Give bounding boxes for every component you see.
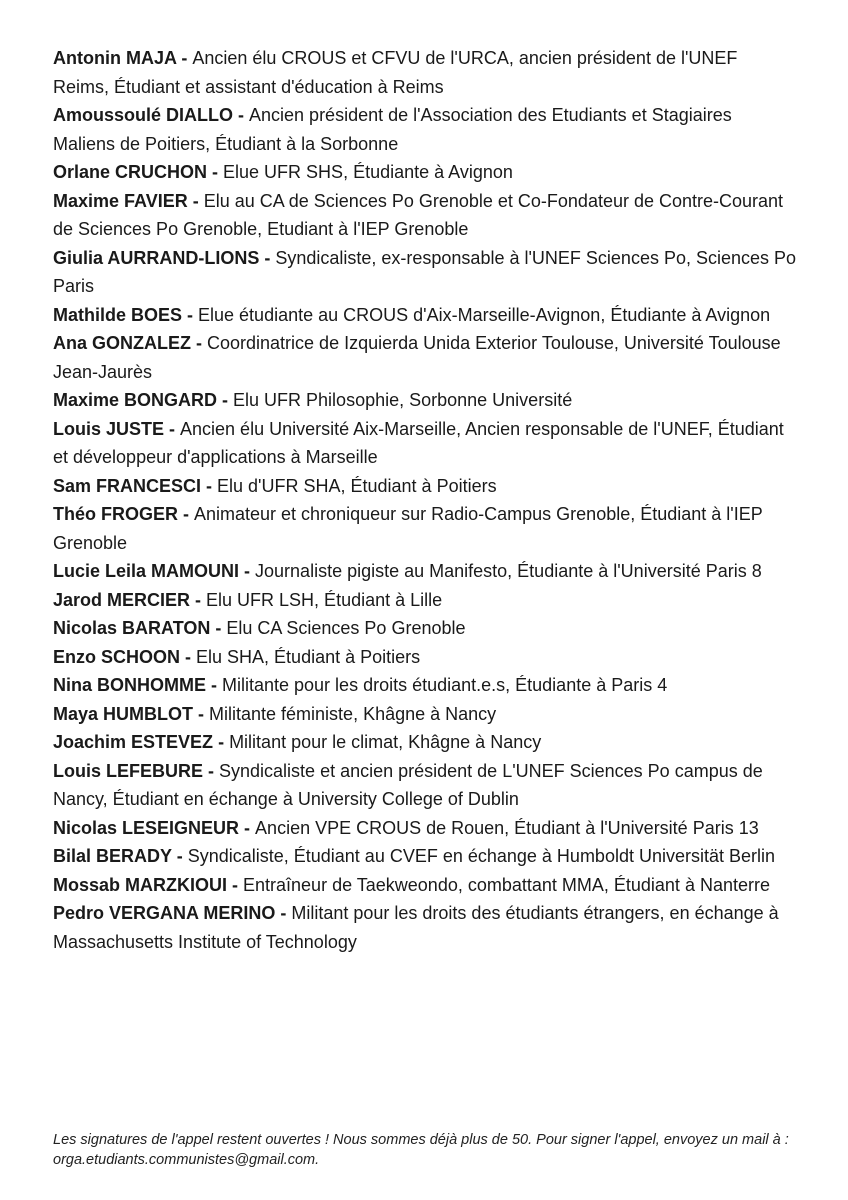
signatory-name: Mathilde BOES: [53, 304, 183, 325]
signatory-name: Giulia AURRAND-LIONS: [53, 247, 260, 268]
name-separator: -: [210, 618, 227, 638]
signatory-entry: [53, 700, 798, 729]
name-separator: -: [239, 561, 256, 581]
signatory-name: Maxime BONGARD: [53, 390, 218, 410]
signatory-description: Militant pour le climat, Khâgne à Nancy: [229, 732, 542, 752]
signatory-description: Journaliste pigiste au Manifesto, Étudiante à l'Université Paris 8: [255, 561, 762, 581]
name-separator: -: [206, 675, 222, 695]
signatory-name: Louis LEFEBURE: [53, 760, 204, 781]
signatory-entry: [53, 871, 798, 900]
signatory-entry: [53, 757, 798, 814]
signatory-entry: [53, 386, 798, 415]
signatory-entry: [53, 244, 798, 301]
signatory-name: Nicolas LESEIGNEUR: [53, 817, 240, 838]
signatory-entry: [53, 472, 798, 501]
signatory-description: Coordinatrice de Izquierda Unida Exterior Toulouse, Université Toulouse Jean-Jaurès: [53, 333, 781, 382]
signatory-name: Enzo SCHOON: [53, 646, 181, 667]
signatory-name: Maxime FAVIER: [53, 190, 188, 211]
signatory-entry: [53, 842, 798, 871]
signatory-description: Elu UFR LSH, Étudiant à Lille: [206, 589, 443, 610]
signatory-entry: [53, 899, 798, 956]
signatory-entry: [53, 158, 798, 187]
signatory-entry: [53, 415, 798, 472]
signatory-entry: [53, 814, 798, 843]
signatory-name: Pedro VERGANA MERINO: [53, 903, 276, 923]
name-separator: -: [207, 162, 224, 182]
name-separator: -: [239, 817, 256, 838]
signatory-description: Elue étudiante au CROUS d'Aix-Marseille-Avignon, Étudiante à Avignon: [198, 304, 771, 325]
name-separator: -: [203, 760, 220, 781]
signatory-description: Militante pour les droits étudiant.e.s, Étudiante à Paris 4: [222, 675, 668, 695]
signatory-name: Joachim ESTEVEZ: [53, 732, 214, 752]
name-separator: -: [193, 703, 210, 724]
signatories-page: [53, 44, 798, 956]
signatory-entry: [53, 500, 798, 557]
signatory-name: Maya HUMBLOT: [53, 703, 194, 724]
signatory-entry: [53, 671, 798, 700]
name-separator: -: [171, 846, 188, 866]
signatory-description: Ancien élu Université Aix-Marseille, Ancien responsable de l'UNEF, Étudiant et développeur d'applications à Marseille: [53, 418, 784, 467]
signatory-description: Elu SHA, Étudiant à Poitiers: [196, 646, 421, 667]
signatory-list: [53, 44, 798, 956]
signatory-description: Ancien VPE CROUS de Rouen, Étudiant à l'Université Paris 13: [255, 817, 759, 838]
signatory-description: Ancien président de l'Association des Etudiants et Stagiaires Maliens de Poitiers, Étudiant à la Sorbonne: [53, 105, 732, 154]
signatory-description: Syndicaliste, Étudiant au CVEF en échange à Humboldt Universität Berlin: [187, 846, 776, 866]
signatory-description: Syndicaliste, ex-responsable à l'UNEF Sciences Po, Sciences Po Paris: [53, 247, 797, 296]
signatory-name: Orlane CRUCHON: [53, 162, 208, 182]
signatory-name: Nina BONHOMME: [53, 675, 206, 695]
signatory-description: Elue UFR SHS, Étudiante à Avignon: [223, 162, 513, 182]
signatory-name: Jarod MERCIER: [53, 589, 191, 610]
signatory-entry: [53, 329, 798, 386]
signatory-description: Militant pour les droits des étudiants étrangers, en échange à Massachusetts Institute of Technology: [53, 903, 779, 952]
footer-note: Les signatures de l'appel restent ouvertes ! Nous sommes déjà plus de 50. Pour signer l'appel, envoyez un mail à : orga.etudiants.communistes@gmail.com.: [53, 1131, 789, 1168]
signatory-entry: [53, 643, 798, 672]
signatory-entry: [53, 557, 798, 586]
signatory-entry: [53, 187, 798, 244]
name-separator: -: [187, 190, 204, 211]
signatory-description: Elu CA Sciences Po Grenoble: [226, 618, 466, 638]
name-separator: -: [191, 333, 207, 353]
name-separator: -: [275, 903, 292, 923]
signatory-name: Lucie Leila MAMOUNI: [53, 561, 240, 581]
signatory-name: Ana GONZALEZ: [53, 333, 191, 353]
signatory-description: Entraîneur de Taekweondo, combattant MMA, Étudiant à Nanterre: [243, 874, 770, 895]
signatory-entry: [53, 101, 798, 158]
name-separator: -: [233, 105, 250, 125]
signatory-description: Syndicaliste et ancien président de L'UNEF Sciences Po campus de Nancy, Étudiant en échange à University College of Dublin: [53, 760, 763, 809]
signatory-name: Mossab MARZKIOUI: [53, 874, 228, 895]
signatory-name: Amoussoulé DIALLO: [53, 105, 234, 125]
name-separator: -: [182, 304, 199, 325]
signatory-name: Louis JUSTE: [53, 418, 165, 439]
name-separator: -: [213, 732, 230, 752]
name-separator: -: [164, 418, 181, 439]
signatory-description: Ancien élu CROUS et CFVU de l'URCA, ancien président de l'UNEF Reims, Étudiant et assistant d'éducation à Reims: [53, 48, 738, 97]
signatory-name: Antonin MAJA: [53, 48, 177, 68]
signatory-description: Elu UFR Philosophie, Sorbonne Université: [233, 390, 573, 410]
signatory-entry: [53, 586, 798, 615]
signatory-entry: [53, 728, 798, 757]
signatory-name: Bilal BERADY: [53, 846, 172, 866]
name-separator: -: [190, 589, 207, 610]
signatory-name: Théo FROGER: [53, 504, 178, 524]
signatory-description: Militante féministe, Khâgne à Nancy: [209, 703, 497, 724]
name-separator: -: [259, 247, 276, 268]
signatory-entry: [53, 301, 798, 330]
name-separator: -: [217, 390, 234, 410]
signatory-name: Nicolas BARATON: [53, 618, 211, 638]
signatory-description: Animateur et chroniqueur sur Radio-Campus Grenoble, Étudiant à l'IEP Grenoble: [53, 504, 763, 553]
name-separator: -: [201, 475, 218, 496]
name-separator: -: [176, 48, 193, 68]
name-separator: -: [180, 646, 197, 667]
name-separator: -: [227, 874, 244, 895]
signatory-entry: [53, 614, 798, 643]
name-separator: -: [178, 504, 194, 524]
signatory-entry: [53, 44, 798, 101]
signatory-description: Elu au CA de Sciences Po Grenoble et Co-Fondateur de Contre-Courant de Sciences Po Grenoble, Etudiant à l'IEP Grenoble: [53, 190, 784, 239]
signatory-name: Sam FRANCESCI: [53, 475, 202, 496]
signatory-description: Elu d'UFR SHA, Étudiant à Poitiers: [217, 475, 497, 496]
